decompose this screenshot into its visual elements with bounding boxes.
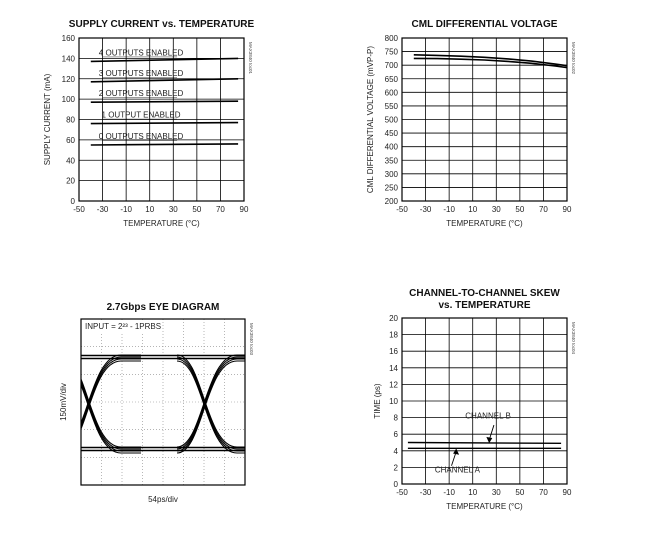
y-tick-label: 10 (389, 397, 398, 406)
chart-3 (59, 302, 257, 504)
x-axis-label: TEMPERATURE (°C) (446, 502, 523, 511)
x-axis-label: 54ps/div (148, 495, 178, 504)
x-tick-label: 30 (168, 205, 178, 214)
series-line-3 (91, 101, 238, 102)
x-axis-label: TEMPERATURE (°C) (123, 219, 200, 228)
y-tick-label: 500 (384, 115, 398, 125)
chart-title: CHANNEL-TO-CHANNEL SKEW (409, 288, 560, 299)
y-tick-label: 800 (384, 34, 398, 43)
series-label: 1 OUTPUT ENABLED (101, 110, 181, 120)
x-axis-label: TEMPERATURE (°C) (446, 219, 523, 228)
x-tick-label: -10 (120, 205, 132, 214)
chart-4 (373, 288, 576, 511)
x-tick-label: 70 (538, 488, 548, 497)
y-tick-label: 100 (61, 95, 75, 105)
y-tick-label: 20 (66, 176, 75, 186)
y-tick-label: 8 (393, 413, 398, 423)
y-tick-label: 18 (389, 330, 398, 340)
x-tick-label: -30 (96, 205, 109, 214)
y-tick-label: 16 (389, 347, 398, 357)
series-label: CHANNEL B (465, 411, 511, 421)
y-tick-label: 400 (384, 142, 398, 152)
y-axis-label: CML DIFFERENTIAL VOLTAGE (mVP-P) (366, 45, 375, 194)
series-label: 2 OUTPUTS ENABLED (98, 89, 184, 99)
y-tick-label: 450 (384, 129, 398, 139)
figure-code: MAX3840 toc04 (571, 322, 576, 355)
label-arrow-head (487, 437, 492, 442)
y-tick-label: 80 (66, 115, 75, 125)
y-tick-label: 250 (384, 183, 398, 193)
x-tick-label: -30 (419, 488, 432, 497)
y-tick-label: 120 (61, 74, 75, 84)
eye-traces (61, 355, 257, 453)
y-tick-label: 14 (389, 363, 398, 373)
figure-code: MAX3840 toc03 (249, 323, 254, 356)
x-tick-label: 90 (562, 488, 572, 497)
y-tick-label: 350 (384, 156, 398, 166)
y-tick-label: 550 (384, 101, 398, 111)
y-tick-label: 12 (389, 380, 398, 390)
x-tick-label: 50 (192, 205, 202, 214)
chart-2 (366, 19, 576, 228)
x-tick-label: 90 (562, 205, 572, 214)
series-line-1 (408, 443, 561, 444)
chart-title: 2.7Gbps EYE DIAGRAM (106, 302, 220, 313)
y-tick-label: 0 (393, 480, 398, 489)
y-tick-label: 60 (66, 135, 75, 145)
figure-code: MAX3840 toc02 (571, 42, 576, 75)
series-label: 0 OUTPUTS ENABLED (98, 131, 184, 141)
series-label: 3 OUTPUTS ENABLED (98, 68, 184, 78)
x-tick-label: -50 (73, 205, 85, 214)
series-line-1 (91, 58, 238, 61)
x-tick-label: 50 (515, 205, 525, 214)
y-axis-label: SUPPLY CURRENT (mA) (43, 73, 52, 166)
input-annotation: INPUT = 2²³ - 1PRBS (85, 322, 162, 331)
x-tick-label: -30 (419, 205, 432, 214)
x-tick-label: 70 (215, 205, 225, 214)
y-tick-label: 4 (393, 446, 398, 456)
x-tick-label: -50 (396, 205, 408, 214)
y-tick-label: 2 (393, 463, 398, 473)
x-tick-label: 10 (145, 205, 155, 214)
y-axis-label: TIME (ps) (373, 383, 382, 419)
x-tick-label: 90 (239, 205, 249, 214)
chart-title: CML DIFFERENTIAL VOLTAGE (411, 19, 558, 30)
x-tick-label: 30 (491, 205, 501, 214)
y-tick-label: 300 (384, 169, 398, 179)
y-axis-label: 150mV/div (59, 383, 68, 421)
figure-code: MAX3840 toc01 (248, 42, 253, 75)
x-tick-label: -10 (443, 205, 455, 214)
chart-title: SUPPLY CURRENT vs. TEMPERATURE (68, 19, 255, 30)
y-tick-label: 6 (393, 430, 398, 440)
y-tick-label: 600 (384, 88, 398, 98)
series-line-5 (91, 144, 238, 145)
y-tick-label: 700 (384, 61, 398, 71)
x-tick-label: 10 (468, 205, 478, 214)
x-tick-label: 70 (538, 205, 548, 214)
chart-1 (43, 19, 255, 228)
x-tick-label: 10 (468, 488, 478, 497)
x-tick-label: -10 (443, 488, 455, 497)
y-tick-label: 20 (389, 314, 398, 323)
y-tick-label: 40 (66, 156, 75, 166)
y-tick-label: 0 (70, 197, 75, 206)
y-tick-label: 140 (61, 54, 75, 64)
y-tick-label: 750 (384, 47, 398, 57)
series-line-4 (91, 123, 238, 124)
y-tick-label: 200 (384, 197, 398, 206)
x-tick-label: 30 (491, 488, 501, 497)
label-arrow-head (453, 449, 458, 454)
y-tick-label: 160 (61, 34, 75, 43)
series-label: 4 OUTPUTS ENABLED (98, 48, 184, 58)
x-tick-label: -50 (396, 488, 408, 497)
chart-title-line2: vs. TEMPERATURE (438, 300, 531, 311)
y-tick-label: 650 (384, 74, 398, 84)
series-line-2 (91, 79, 238, 82)
series-label: CHANNEL A (434, 465, 480, 475)
x-tick-label: 50 (515, 488, 525, 497)
